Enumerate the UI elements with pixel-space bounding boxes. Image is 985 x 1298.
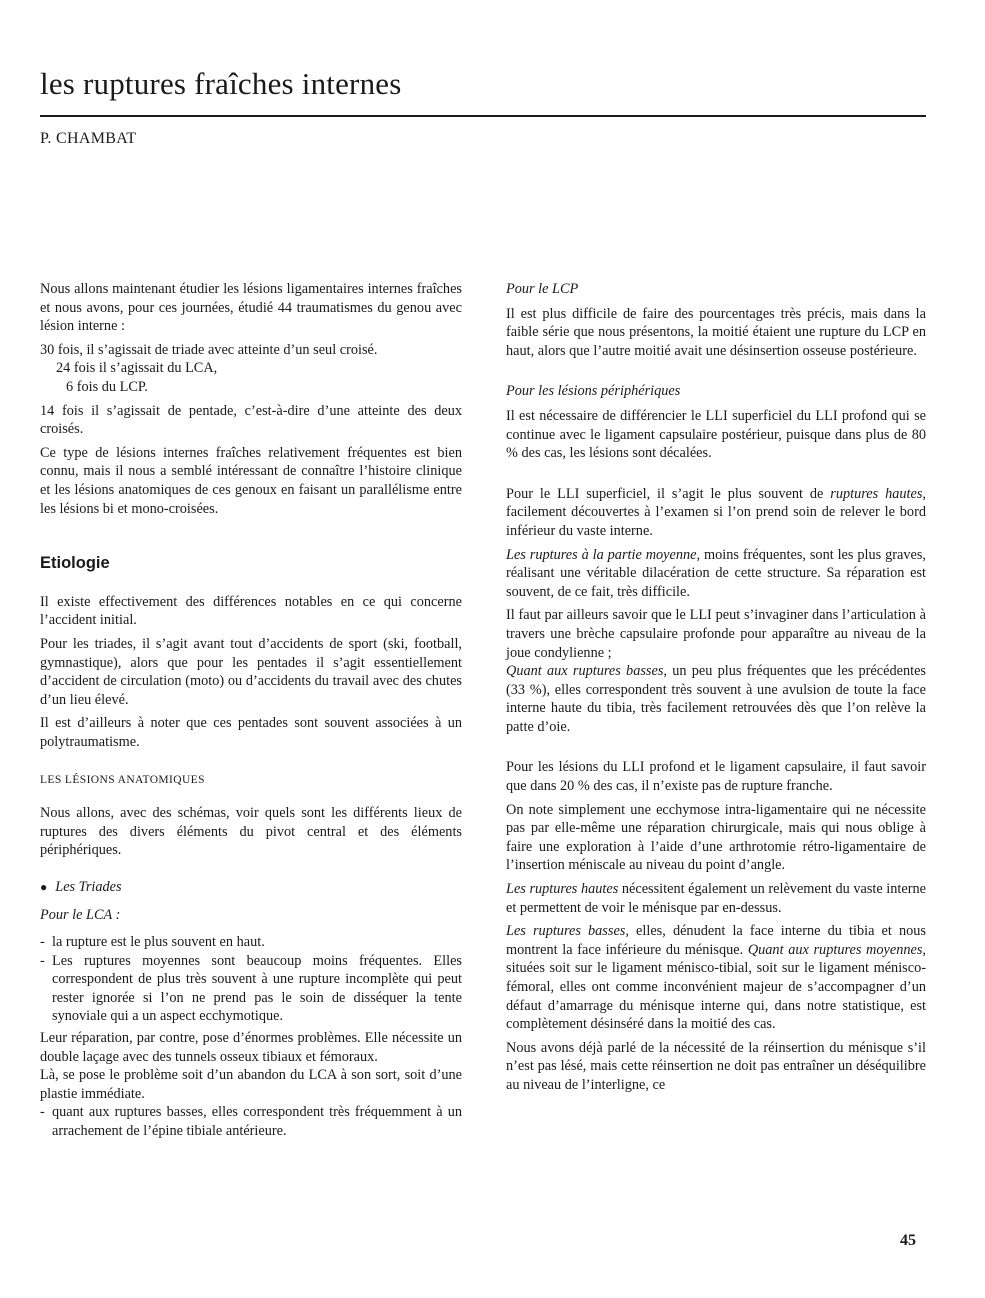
- text-run: , moins fréquentes, sont les plus graves, réalisant une véritable dilacération de cette structure. Sa réparation est souvent, de ce fait, très difficile.: [506, 546, 926, 600]
- paragraph: [506, 546, 926, 602]
- article-title: les ruptures fraîches internes: [40, 66, 402, 101]
- paragraph: 30 fois, il s’agissait de triade avec atteinte d’un seul croisé.: [40, 341, 378, 358]
- list-item: - la rupture est le plus souvent en haut.: [40, 933, 462, 952]
- list-item: - Les ruptures moyennes sont beaucoup moins fréquentes. Elles correspondent de plus très souvent à une rupture incomplète qui peut rester ignorée si l’on ne prend pas le soin de disséquer la tente synoviale qui a un aspect ecchymotique.: [40, 952, 462, 1026]
- emphasis: ruptures hautes: [830, 485, 923, 502]
- emphasis: Les ruptures à la partie moyenne: [506, 546, 697, 563]
- paragraph: 6 fois du LCP.: [66, 378, 148, 395]
- subheading-lcp: Pour le LCP: [506, 281, 579, 297]
- right-column: [506, 280, 926, 1100]
- text-run: nécessitent également un relèvement du vaste interne et permettent de voir le ménisque par en-dessus.: [506, 881, 926, 916]
- emphasis: Les ruptures basses: [506, 923, 626, 940]
- paragraph: Il existe effectivement des différences notables en ce qui concerne l’accident initial.: [40, 593, 462, 629]
- paragraph: Nous allons, avec des schémas, voir quels sont les différents lieux de ruptures des divers éléments du pivot central et des éléments périphériques.: [40, 805, 462, 859]
- paragraph: [506, 922, 926, 1034]
- text-run: , un peu plus fréquentes que les précédentes (33 %), elles correspondent très souvent à une avulsion de toute la face interne haute du tibia, très facilement retrouvées dès que l’on relève la patte d’oie.: [506, 663, 926, 735]
- bullet-heading: [40, 878, 462, 897]
- text-run: , situées soit sur le ligament ménisco-tibial, soit sur le ligament ménisco-fémoral, elles ont comme inconvénient majeur de s’accompagner d’un défaut d’amarrage du ménisque interne qui, dans notre statistique, est complètement désinséré dans la moitié des cas.: [506, 941, 926, 1033]
- emphasis: Quant aux ruptures basses: [506, 663, 664, 680]
- text-run: Pour le LLI superficiel, il s’agit le plus souvent de: [506, 485, 831, 502]
- paragraph: Pour les triades, il s’agit avant tout d’accidents de sport (ski, football, gymnastique), alors que pour les pentades il s’agit essentiellement d’accident de circulation (moto) ou d’accidents du travail avec des chutes d’un lieu élevé.: [40, 635, 462, 708]
- paragraph: [506, 880, 926, 917]
- paragraph: Ce type de lésions internes fraîches relativement fréquentes est bien connu, mais il nous a semblé intéressant de connaître l’histoire clinique et les lésions anatomiques de ces genoux en faisant un parallélisme entre les lésions bi et mono-croisées.: [40, 444, 462, 517]
- list-lca: [40, 933, 462, 1026]
- paragraph: Nous avons déjà parlé de la nécessité de la réinsertion du ménisque s’il n’est pas lésé, mais cette réinsertion ne doit pas entraîner un déséquilibre au niveau de l’interligne, ce: [506, 1039, 926, 1093]
- text-run: , facilement découvertes à l’examen si l’on prend soin de relever le bord inférieur du vaste interne.: [506, 485, 926, 539]
- author: P. CHAMBAT: [40, 130, 137, 147]
- left-column: [40, 280, 462, 1144]
- bullet-icon: ●: [40, 879, 48, 894]
- subheading-peripheral: Pour les lésions périphériques: [506, 383, 681, 400]
- paragraph: [506, 485, 926, 541]
- paragraph: [506, 662, 926, 736]
- page-number: 45: [900, 1232, 916, 1249]
- emphasis: Quant aux ruptures moyennes: [747, 941, 923, 958]
- bullet-heading-label: Les Triades: [55, 878, 122, 895]
- title-rule: [40, 115, 926, 117]
- section-heading: Etiologie: [40, 554, 110, 573]
- paragraph: Il est nécessaire de différencier le LLI superficiel du LLI profond qui se continue avec le ligament capsulaire postérieur, puisque dans plus de 80 % des cas, les lésions sont décalées.: [506, 407, 926, 462]
- subsection-heading: LES LÉSIONS ANATOMIQUES: [40, 774, 205, 787]
- paragraph: Là, se pose le problème soit d’un abandon du LCA à son sort, soit d’une plastie immédiate.: [40, 1067, 462, 1102]
- paragraph: Il est plus difficile de faire des pourcentages très précis, mais dans la faible série que nous présentons, la moitié étaient une rupture du LCP en haut, alors que l’autre moitié avait une désinsertion osseuse postérieure.: [506, 305, 926, 359]
- paragraph: On note simplement une ecchymose intra-ligamentaire qui ne nécessite pas par elle-même une réparation chirurgicale, mais qui nous oblige à faire une exploration à l’aide d’une arthrotomie rétro-ligamentaire de l’insertion méniscale au niveau du point d’angle.: [506, 801, 926, 874]
- paragraph: Il faut par ailleurs savoir que le LLI peut s’invaginer dans l’articulation à travers une brèche capsulaire profonde pour apparaître au niveau de la joue condylienne ;: [506, 607, 926, 661]
- list-item: - quant aux ruptures basses, elles correspondent très fréquemment à un arrachement de l’épine tibiale antérieure.: [40, 1103, 462, 1140]
- paragraph: Pour les lésions du LLI profond et le ligament capsulaire, il faut savoir que dans 20 % des cas, il n’existe pas de rupture franche.: [506, 759, 926, 795]
- paragraph: Il est d’ailleurs à noter que ces pentades sont souvent associées à un polytraumatisme.: [40, 715, 462, 750]
- emphasis: Les ruptures hautes: [506, 881, 619, 898]
- paragraph: 24 fois il s’agissait du LCA,: [56, 360, 218, 377]
- subheading-lca: Pour le LCA :: [40, 907, 121, 924]
- paragraph: 14 fois il s’agissait de pentade, c’est-à-dire d’une atteinte des deux croisés.: [40, 402, 462, 438]
- paragraph: Leur réparation, par contre, pose d’énormes problèmes. Elle nécessite un double laçage avec des tunnels osseux tibiaux et fémoraux.: [40, 1030, 462, 1065]
- text-run: , elles, dénudent la face interne du tibia et nous montrent la face inférieure du ménisque.: [506, 923, 926, 958]
- paragraph: Nous allons maintenant étudier les lésions ligamentaires internes fraîches et nous avons, pour ces journées, étudié 44 traumatismes du genou avec lésion interne :: [40, 281, 462, 335]
- list-lca-2: [40, 1103, 462, 1140]
